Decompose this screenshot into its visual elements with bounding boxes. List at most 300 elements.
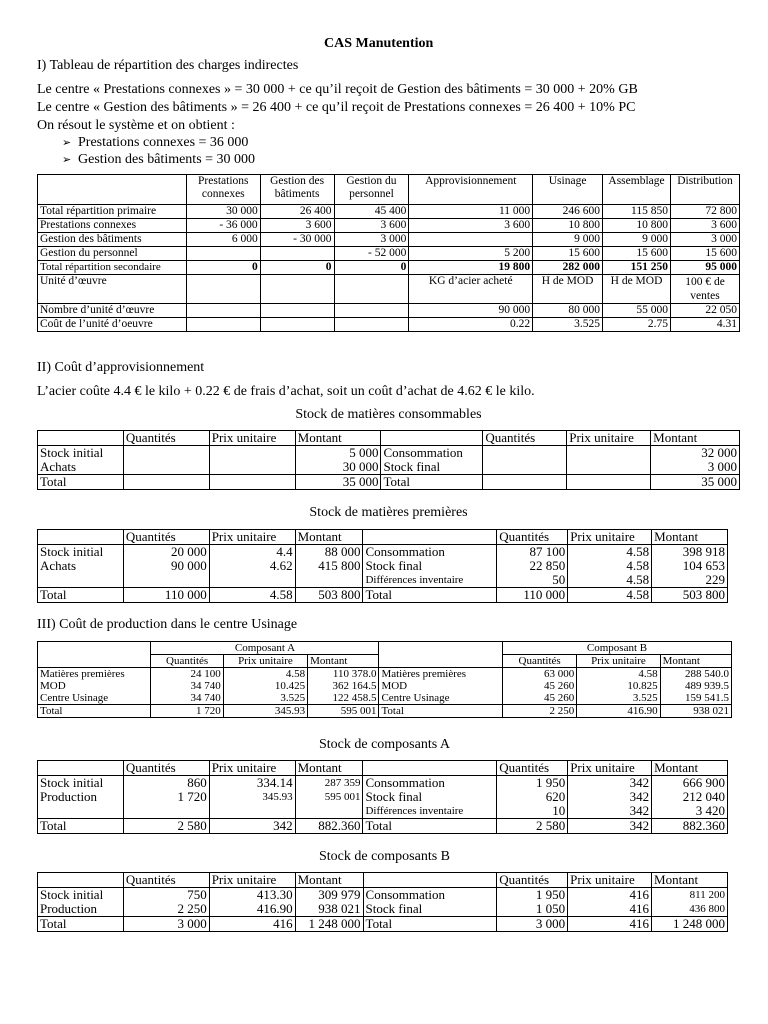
header-cell: Gestion du personnel bbox=[334, 175, 409, 205]
header-cell: Gestion des bâtiments bbox=[260, 175, 334, 205]
arrow-bullet-icon: ➢ bbox=[62, 137, 72, 149]
row-label: Différences inventaire bbox=[363, 573, 497, 588]
table-cell: 416.90 bbox=[577, 705, 660, 718]
table-cell: 26 400 bbox=[260, 205, 334, 219]
table-cell: 362 164.5 bbox=[308, 680, 379, 692]
header-cell bbox=[363, 761, 497, 776]
table-cell: 938 021 bbox=[660, 705, 731, 718]
table-cell: 15 600 bbox=[533, 247, 603, 261]
table-cell: 3 000 bbox=[671, 233, 740, 247]
table-cell: 4.58 bbox=[209, 588, 295, 603]
row-label: Gestion des bâtiments bbox=[38, 233, 187, 247]
table-cell: 345.93 bbox=[209, 790, 295, 804]
table-cell: 595 001 bbox=[295, 790, 363, 804]
table-row-total bbox=[38, 588, 728, 603]
table-cell: 0 bbox=[334, 261, 409, 275]
table-cell: 489 939.5 bbox=[660, 680, 731, 692]
table-cell: 110 000 bbox=[497, 588, 568, 603]
bullet-text: Prestations connexes = 36 000 bbox=[78, 135, 249, 150]
table-row bbox=[38, 304, 740, 318]
table-cell: 3.525 bbox=[223, 692, 307, 705]
table-cell bbox=[260, 275, 334, 304]
table-cell: 212 040 bbox=[652, 790, 728, 804]
table-cell: 32 000 bbox=[651, 446, 740, 461]
header-cell: Quantités bbox=[123, 530, 209, 545]
header-cell: Prix unitaire bbox=[209, 530, 295, 545]
header-cell: Prix unitaire bbox=[577, 655, 660, 668]
table-header-row bbox=[38, 873, 728, 888]
table-cell: 2 580 bbox=[497, 819, 568, 834]
table-cell: 342 bbox=[568, 790, 652, 804]
table-row bbox=[38, 668, 732, 681]
table-cell: 1 248 000 bbox=[295, 917, 363, 932]
table-cell: - 30 000 bbox=[260, 233, 334, 247]
header-cell bbox=[38, 431, 124, 446]
table-cell: 3 420 bbox=[652, 804, 728, 819]
table-cell bbox=[409, 233, 533, 247]
table-cell: KG d’acier acheté bbox=[409, 275, 533, 304]
table-cell: 246 600 bbox=[533, 205, 603, 219]
table-cell: 9 000 bbox=[533, 233, 603, 247]
table-cell: 5 000 bbox=[295, 446, 381, 461]
table-cell: 5 200 bbox=[409, 247, 533, 261]
row-label: Stock initial bbox=[38, 888, 124, 903]
table-row-total bbox=[38, 819, 728, 834]
table-cell: 4.58 bbox=[568, 559, 652, 573]
header-cell: Montant bbox=[652, 873, 728, 888]
table-cell: 0.22 bbox=[409, 318, 533, 332]
table-row bbox=[38, 318, 740, 332]
row-label: Coût de l’unité d’oeuvre bbox=[38, 318, 187, 332]
table-cell: 3 600 bbox=[260, 219, 334, 233]
stock-composants-b-table bbox=[37, 872, 728, 932]
table-cell: 100 € de ventes bbox=[671, 275, 740, 304]
table-cell: 4.58 bbox=[577, 668, 660, 681]
table-cell: 72 800 bbox=[671, 205, 740, 219]
table-cell: 104 653 bbox=[652, 559, 728, 573]
table-cell: 1 950 bbox=[497, 776, 568, 791]
section-1-line-2: Le centre « Gestion des bâtiments » = 26 400 + ce qu’il reçoit de Prestations connexes = 26 400 + 10% PC bbox=[37, 100, 636, 115]
table-cell bbox=[186, 275, 260, 304]
table-row bbox=[38, 247, 740, 261]
table-cell: 35 000 bbox=[295, 475, 381, 490]
table-cell: 45 260 bbox=[502, 692, 576, 705]
header-cell bbox=[363, 530, 497, 545]
table-cell: 345.93 bbox=[223, 705, 307, 718]
row-label: Total bbox=[363, 819, 497, 834]
header-cell: Prix unitaire bbox=[223, 655, 307, 668]
row-label: Matières premières bbox=[38, 668, 151, 681]
table-cell bbox=[483, 446, 567, 461]
table-cell bbox=[209, 573, 295, 588]
table-cell: 0 bbox=[260, 261, 334, 275]
table-cell bbox=[186, 247, 260, 261]
row-label: Achats bbox=[38, 460, 124, 475]
table-cell: 2 250 bbox=[502, 705, 576, 718]
row-label: Total bbox=[363, 917, 497, 932]
bullet-text: Gestion des bâtiments = 30 000 bbox=[78, 152, 256, 167]
row-label: Consommation bbox=[381, 446, 483, 461]
table-cell: 860 bbox=[123, 776, 209, 791]
table-cell bbox=[567, 446, 651, 461]
header-cell: Prix unitaire bbox=[567, 431, 651, 446]
row-label: Total bbox=[38, 588, 124, 603]
table-cell: 882.360 bbox=[652, 819, 728, 834]
table-cell: 63 000 bbox=[502, 668, 576, 681]
table-cell: 45 400 bbox=[334, 205, 409, 219]
table-cell bbox=[260, 304, 334, 318]
row-label: Prestations connexes bbox=[38, 219, 187, 233]
table-cell bbox=[567, 475, 651, 490]
header-cell bbox=[363, 873, 497, 888]
table-cell: 3 600 bbox=[671, 219, 740, 233]
row-label: Total répartition secondaire bbox=[38, 261, 187, 275]
table-row bbox=[38, 902, 728, 917]
header-cell: Montant bbox=[295, 431, 381, 446]
table-cell bbox=[123, 460, 209, 475]
table-row bbox=[38, 446, 740, 461]
header-cell bbox=[381, 431, 483, 446]
table-cell: 666 900 bbox=[652, 776, 728, 791]
table-cell: 342 bbox=[568, 776, 652, 791]
table-cell: 811 200 bbox=[652, 888, 728, 903]
table-row bbox=[38, 692, 732, 705]
table-cell: 416.90 bbox=[209, 902, 295, 917]
table-cell: 34 740 bbox=[151, 692, 223, 705]
header-cell: Montant bbox=[660, 655, 731, 668]
table-cell bbox=[567, 460, 651, 475]
table-row bbox=[38, 573, 728, 588]
table-cell bbox=[123, 446, 209, 461]
header-cell: Montant bbox=[652, 761, 728, 776]
table-cell bbox=[334, 275, 409, 304]
table-cell: 416 bbox=[568, 888, 652, 903]
table-cell bbox=[209, 460, 295, 475]
table-cell: 10.425 bbox=[223, 680, 307, 692]
table-cell: 4.62 bbox=[209, 559, 295, 573]
header-cell: Assemblage bbox=[603, 175, 671, 205]
header-cell: Quantités bbox=[502, 655, 576, 668]
header-cell: Approvisionnement bbox=[409, 175, 533, 205]
header-cell bbox=[38, 761, 124, 776]
stock-consommables-table bbox=[37, 430, 740, 490]
table-cell: 3.525 bbox=[533, 318, 603, 332]
header-cell: Montant bbox=[651, 431, 740, 446]
table-cell: 110 000 bbox=[123, 588, 209, 603]
table-cell: 416 bbox=[568, 917, 652, 932]
table-cell: 398 918 bbox=[652, 545, 728, 560]
table-cell: 2 580 bbox=[123, 819, 209, 834]
section-3-heading: III) Coût de production dans le centre Usinage bbox=[37, 617, 298, 632]
header-cell: Quantités bbox=[497, 761, 568, 776]
row-label: Stock initial bbox=[38, 545, 124, 560]
table-cell: 90 000 bbox=[409, 304, 533, 318]
table-cell: 334.14 bbox=[209, 776, 295, 791]
row-label: Consommation bbox=[363, 776, 497, 791]
header-cell bbox=[38, 873, 124, 888]
header-cell: Quantités bbox=[123, 761, 209, 776]
table-cell: 24 100 bbox=[151, 668, 223, 681]
header-cell: Prix unitaire bbox=[209, 431, 295, 446]
group-header-composant-a: Composant A bbox=[151, 642, 379, 655]
table-cell: 3 600 bbox=[409, 219, 533, 233]
row-label: Achats bbox=[38, 559, 124, 573]
table-cell: 9 000 bbox=[603, 233, 671, 247]
table-header-row bbox=[38, 655, 732, 668]
header-cell bbox=[38, 175, 187, 205]
table-cell: 1 050 bbox=[497, 902, 568, 917]
table-cell: 287 359 bbox=[295, 776, 363, 791]
header-cell: Prix unitaire bbox=[209, 873, 295, 888]
table-header-row bbox=[38, 530, 728, 545]
header-cell: Montant bbox=[295, 530, 363, 545]
section-2-heading: II) Coût d’approvisionnement bbox=[37, 360, 205, 375]
header-cell: Montant bbox=[652, 530, 728, 545]
table-cell: 15 600 bbox=[603, 247, 671, 261]
table-cell bbox=[123, 573, 209, 588]
row-label: Consommation bbox=[363, 888, 497, 903]
header-cell: Quantités bbox=[497, 530, 568, 545]
table-cell bbox=[186, 318, 260, 332]
header-cell bbox=[38, 530, 124, 545]
header-cell: Quantités bbox=[123, 431, 209, 446]
header-cell bbox=[38, 642, 151, 655]
table-cell bbox=[483, 460, 567, 475]
header-cell: Prix unitaire bbox=[568, 761, 652, 776]
header-cell bbox=[379, 655, 503, 668]
table-cell bbox=[483, 475, 567, 490]
row-label: Consommation bbox=[363, 545, 497, 560]
table-cell: 938 021 bbox=[295, 902, 363, 917]
header-cell: Quantités bbox=[483, 431, 567, 446]
table-cell: 3.525 bbox=[577, 692, 660, 705]
table-cell: 10 800 bbox=[603, 219, 671, 233]
header-cell: Montant bbox=[308, 655, 379, 668]
table-cell bbox=[295, 573, 363, 588]
header-cell: Prix unitaire bbox=[209, 761, 295, 776]
header-cell: Quantités bbox=[497, 873, 568, 888]
header-cell: Usinage bbox=[533, 175, 603, 205]
row-label: Unité d’œuvre bbox=[38, 275, 187, 304]
table-cell: 1 720 bbox=[123, 790, 209, 804]
table-cell: 4.31 bbox=[671, 318, 740, 332]
caption-stock-composants-a: Stock de composants A bbox=[318, 737, 451, 752]
table-cell: 3 600 bbox=[334, 219, 409, 233]
row-label: Gestion du personnel bbox=[38, 247, 187, 261]
table-cell: 750 bbox=[123, 888, 209, 903]
table-cell: 882.360 bbox=[295, 819, 363, 834]
row-label: Stock final bbox=[363, 559, 497, 573]
table-cell: 10 800 bbox=[533, 219, 603, 233]
row-label: Total bbox=[379, 705, 503, 718]
table-cell: 4.58 bbox=[223, 668, 307, 681]
row-label: Production bbox=[38, 902, 124, 917]
table-cell: 4.58 bbox=[568, 545, 652, 560]
table-cell: 151 250 bbox=[603, 261, 671, 275]
table-cell: 95 000 bbox=[671, 261, 740, 275]
table-cell bbox=[295, 804, 363, 819]
table-row bbox=[38, 233, 740, 247]
table-row bbox=[38, 790, 728, 804]
table-row bbox=[38, 776, 728, 791]
table-cell: 3 000 bbox=[651, 460, 740, 475]
table-group-header-row bbox=[38, 642, 732, 655]
caption-stock-consommables: Stock de matières consommables bbox=[295, 407, 482, 422]
table-cell: 22 050 bbox=[671, 304, 740, 318]
row-label: Différences inventaire bbox=[363, 804, 497, 819]
table-cell: 35 000 bbox=[651, 475, 740, 490]
row-label: Total bbox=[38, 917, 124, 932]
cout-production-usinage-table bbox=[37, 641, 732, 718]
row-label: Centre Usinage bbox=[38, 692, 151, 705]
header-cell bbox=[38, 655, 151, 668]
table-cell: 50 bbox=[497, 573, 568, 588]
table-row bbox=[38, 888, 728, 903]
bullet-gestion-batiments bbox=[62, 152, 255, 169]
table-cell: 122 458.5 bbox=[308, 692, 379, 705]
table-cell: 1 248 000 bbox=[652, 917, 728, 932]
table-cell bbox=[260, 318, 334, 332]
table-row-total bbox=[38, 475, 740, 490]
row-label: MOD bbox=[38, 680, 151, 692]
row-label: Stock initial bbox=[38, 446, 124, 461]
table-cell: 159 541.5 bbox=[660, 692, 731, 705]
row-label: Total bbox=[38, 819, 124, 834]
table-cell: 1 950 bbox=[497, 888, 568, 903]
table-cell: 4.4 bbox=[209, 545, 295, 560]
table-cell: 416 bbox=[568, 902, 652, 917]
table-row bbox=[38, 219, 740, 233]
table-cell: 55 000 bbox=[603, 304, 671, 318]
table-cell: 3 000 bbox=[334, 233, 409, 247]
arrow-bullet-icon: ➢ bbox=[62, 154, 72, 166]
stock-composants-a-table bbox=[37, 760, 728, 834]
table-cell bbox=[334, 318, 409, 332]
row-label: Stock final bbox=[363, 902, 497, 917]
table-cell: 4.58 bbox=[568, 588, 652, 603]
row-label: Stock final bbox=[363, 790, 497, 804]
header-cell: Quantités bbox=[151, 655, 223, 668]
table-cell: 3 000 bbox=[497, 917, 568, 932]
table-cell: 288 540.0 bbox=[660, 668, 731, 681]
table-cell: 80 000 bbox=[533, 304, 603, 318]
table-cell: 110 378.0 bbox=[308, 668, 379, 681]
table-cell bbox=[209, 475, 295, 490]
table-cell: 342 bbox=[568, 804, 652, 819]
table-cell: 10 bbox=[497, 804, 568, 819]
table-cell: 34 740 bbox=[151, 680, 223, 692]
table-cell: 503 800 bbox=[652, 588, 728, 603]
table-row-total bbox=[38, 917, 728, 932]
table-cell: 229 bbox=[652, 573, 728, 588]
table-cell: 0 bbox=[186, 261, 260, 275]
row-label: Stock final bbox=[381, 460, 483, 475]
table-cell: 10.825 bbox=[577, 680, 660, 692]
table-cell: 20 000 bbox=[123, 545, 209, 560]
table-cell: 342 bbox=[209, 819, 295, 834]
header-cell bbox=[379, 642, 503, 655]
table-header-row bbox=[38, 175, 740, 205]
table-cell bbox=[209, 446, 295, 461]
section-2-line-1: L’acier coûte 4.4 € le kilo + 0.22 € de frais d’achat, soit un coût d’achat de 4.62 € le kilo. bbox=[37, 384, 535, 399]
table-cell bbox=[186, 304, 260, 318]
table-cell: H de MOD bbox=[533, 275, 603, 304]
row-label: Matières premières bbox=[379, 668, 503, 681]
table-cell: 3 000 bbox=[123, 917, 209, 932]
row-label bbox=[38, 804, 124, 819]
table-cell: 22 850 bbox=[497, 559, 568, 573]
table-cell: 436 800 bbox=[652, 902, 728, 917]
charges-repartition-table bbox=[37, 174, 740, 332]
table-cell: 342 bbox=[568, 819, 652, 834]
table-row bbox=[38, 460, 740, 475]
table-cell: 90 000 bbox=[123, 559, 209, 573]
section-1-line-1: Le centre « Prestations connexes » = 30 000 + ce qu’il reçoit de Gestion des bâtiments = 30 000 + 20% GB bbox=[37, 82, 638, 97]
table-header-row bbox=[38, 761, 728, 776]
row-label bbox=[38, 573, 124, 588]
caption-stock-composants-b: Stock de composants B bbox=[318, 849, 451, 864]
table-cell: 2 250 bbox=[123, 902, 209, 917]
stock-matieres-premieres-table bbox=[37, 529, 728, 603]
header-cell: Quantités bbox=[123, 873, 209, 888]
table-row-total bbox=[38, 261, 740, 275]
table-cell: 309 979 bbox=[295, 888, 363, 903]
row-label: Total bbox=[38, 705, 151, 718]
table-cell: 30 000 bbox=[186, 205, 260, 219]
table-cell bbox=[123, 804, 209, 819]
page-title: CAS Manutention bbox=[324, 36, 434, 51]
table-cell: 30 000 bbox=[295, 460, 381, 475]
row-label: Total bbox=[381, 475, 483, 490]
table-cell: 87 100 bbox=[497, 545, 568, 560]
header-cell: Distribution bbox=[671, 175, 740, 205]
row-label: Nombre d’unité d’œuvre bbox=[38, 304, 187, 318]
row-label: Stock initial bbox=[38, 776, 124, 791]
table-cell: 15 600 bbox=[671, 247, 740, 261]
section-1-line-3: On résout le système et on obtient : bbox=[37, 118, 235, 133]
table-cell: 11 000 bbox=[409, 205, 533, 219]
table-row bbox=[38, 680, 732, 692]
row-label: Centre Usinage bbox=[379, 692, 503, 705]
table-cell: H de MOD bbox=[603, 275, 671, 304]
header-cell: Prestations connexes bbox=[186, 175, 260, 205]
table-cell: - 52 000 bbox=[334, 247, 409, 261]
table-cell bbox=[123, 475, 209, 490]
table-cell: 6 000 bbox=[186, 233, 260, 247]
table-cell: 2.75 bbox=[603, 318, 671, 332]
table-cell: 45 260 bbox=[502, 680, 576, 692]
table-row bbox=[38, 804, 728, 819]
table-cell: 282 000 bbox=[533, 261, 603, 275]
table-row bbox=[38, 205, 740, 219]
table-cell: 1 720 bbox=[151, 705, 223, 718]
table-cell: 115 850 bbox=[603, 205, 671, 219]
bullet-prestations bbox=[62, 135, 248, 152]
table-cell: 416 bbox=[209, 917, 295, 932]
table-cell: 620 bbox=[497, 790, 568, 804]
row-label: Total bbox=[363, 588, 497, 603]
table-cell bbox=[334, 304, 409, 318]
header-cell: Montant bbox=[295, 873, 363, 888]
table-cell: 413.30 bbox=[209, 888, 295, 903]
table-cell: 415 800 bbox=[295, 559, 363, 573]
table-row bbox=[38, 559, 728, 573]
row-label: Total bbox=[38, 475, 124, 490]
table-cell bbox=[209, 804, 295, 819]
caption-stock-matieres-premieres: Stock de matières premières bbox=[309, 505, 468, 520]
row-label: Production bbox=[38, 790, 124, 804]
header-cell: Montant bbox=[295, 761, 363, 776]
